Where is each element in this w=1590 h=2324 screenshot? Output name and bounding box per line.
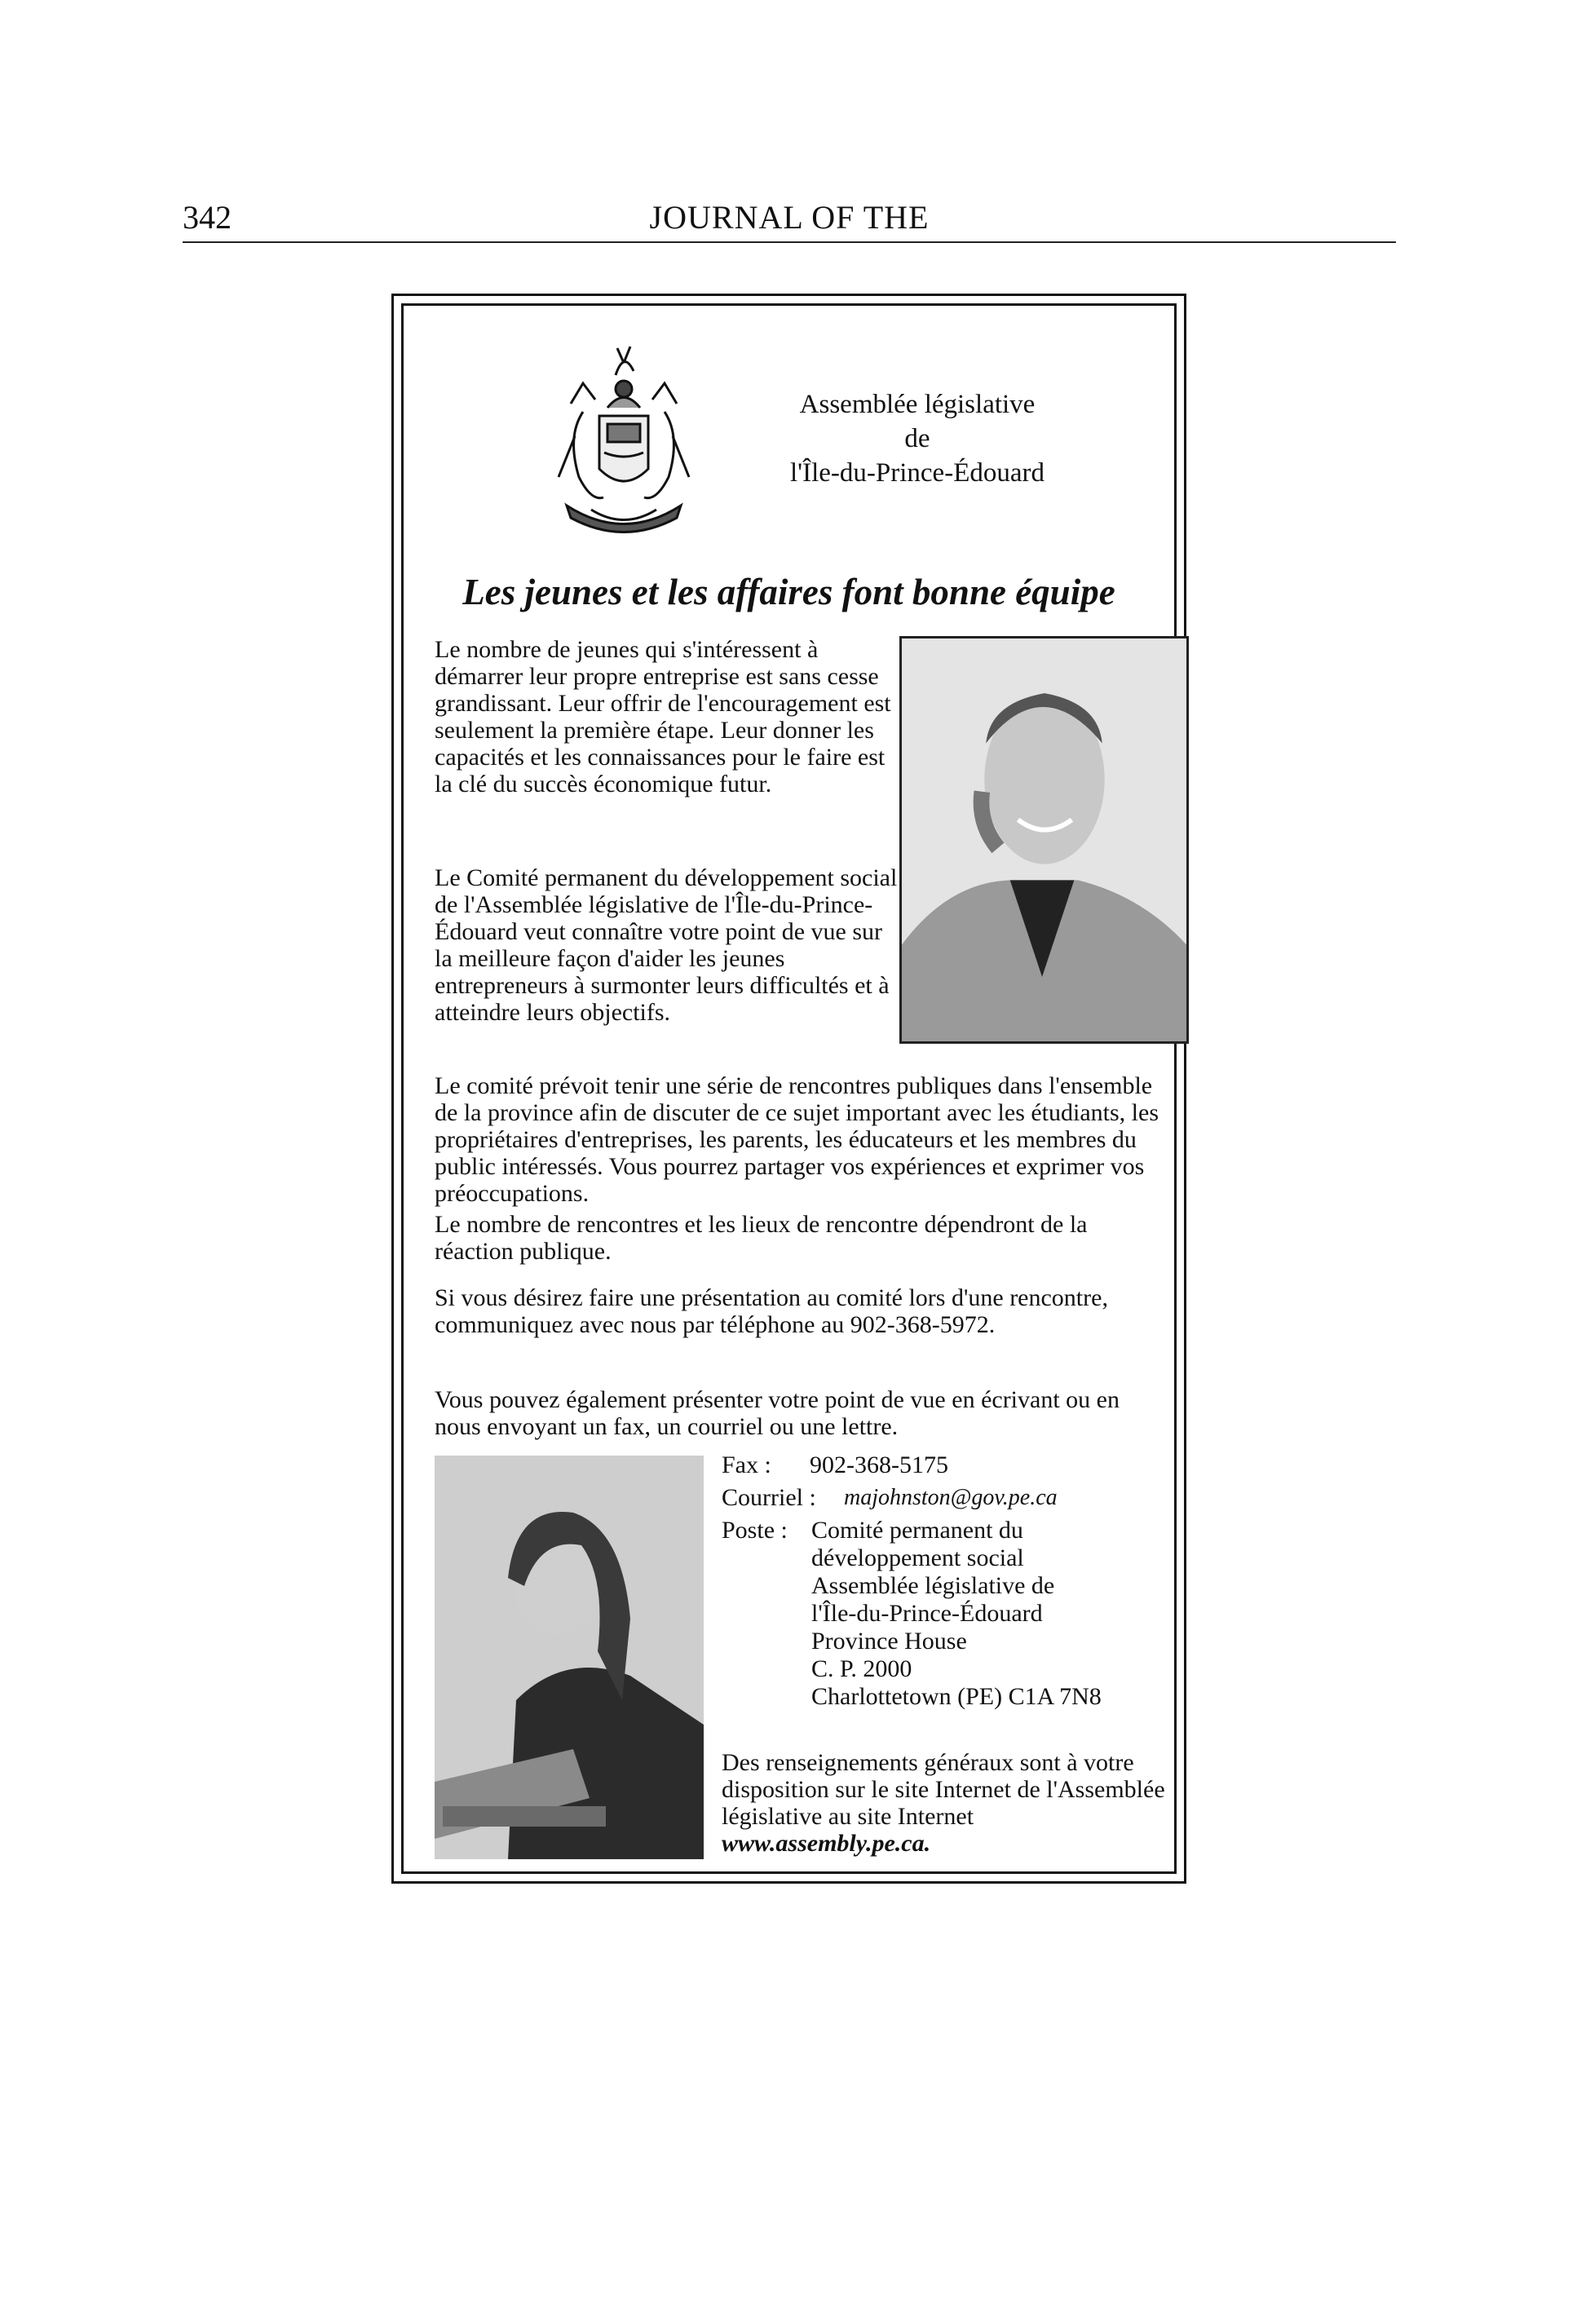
- assembly-name-line: Assemblée législative: [799, 390, 1036, 419]
- paragraph: Vous pouvez également présenter votre point de vue en écrivant ou en nous envoyant un fax, un courriel ou une lettre.: [435, 1386, 1120, 1440]
- post-address: [811, 1517, 1102, 1711]
- photo-young-man-on-phone: [899, 636, 1189, 1044]
- email-label: Courriel :: [722, 1484, 816, 1511]
- paragraph: Le nombre de rencontres et les lieux de rencontre dépendront de la réaction publique.: [435, 1211, 1088, 1265]
- paragraph: Le nombre de jeunes qui s'intéressent à démarrer leur propre entreprise est sans cesse grandissant. Leur offrir de l'encouragement est seulement la première étape. Leur donner les capacités et les connaissances pour le faire est la clé du succès économique futur.: [435, 636, 891, 797]
- assembly-name: [746, 387, 1089, 490]
- page-number: 342: [183, 199, 232, 236]
- paragraph: Le comité prévoit tenir une série de rencontres publiques dans l'ensemble de la province afin de discuter de ce sujet important avec les étudiants, les propriétaires d'entreprises, les parents, les éducateurs et les membres du public intéressés. Vous pourrez partager vos expériences et exprimer vos préoccupations.: [435, 1072, 1159, 1207]
- post-label: Poste :: [722, 1517, 788, 1544]
- paragraph: Le Comité permanent du développement social de l'Assemblée législative de l'Île-du-Prince-Édouard veut connaître votre point de vue sur la meilleure façon d'aider les jeunes entrepreneurs à surmonter leurs difficultés et à atteindre leurs objectifs.: [435, 864, 898, 1026]
- fax-label: Fax :: [722, 1451, 771, 1478]
- email-row: [722, 1484, 1170, 1517]
- website-link[interactable]: www.assembly.pe.ca.: [722, 1830, 931, 1857]
- fax-row: [722, 1451, 1170, 1484]
- post-address-line: Charlottetown (PE) C1A 7N8: [811, 1683, 1102, 1710]
- running-header: [183, 199, 1396, 243]
- info-text: Des renseignements généraux sont à votre disposition sur le site Internet de l'Assemblée législative au site Internet: [722, 1749, 1165, 1830]
- notice-headline: Les jeunes et les affaires font bonne équipe: [462, 572, 1115, 612]
- notice-box: [391, 294, 1186, 1884]
- photo-woman-at-laptop: [435, 1456, 704, 1859]
- contact-details: [722, 1451, 1170, 1729]
- assembly-name-line: de: [904, 424, 930, 453]
- post-address-line: développement social: [811, 1544, 1024, 1571]
- email-address: majohnston@gov.pe.ca: [844, 1485, 1058, 1510]
- post-address-line: Comité permanent du: [811, 1517, 1023, 1544]
- post-address-line: l'Île-du-Prince-Édouard: [811, 1600, 1043, 1627]
- fax-number: 902-368-5175: [810, 1451, 948, 1478]
- post-address-line: Assemblée législative de: [811, 1572, 1055, 1599]
- post-address-line: Province House: [811, 1628, 967, 1655]
- running-title: JOURNAL OF THE: [649, 199, 930, 236]
- notice-inner-frame: [401, 303, 1177, 1874]
- assembly-name-line: l'Île-du-Prince-Édouard: [790, 458, 1045, 488]
- paragraph: Si vous désirez faire une présentation au comité lors d'une rencontre, communiquez avec nous par téléphone au 902-368-5972.: [435, 1284, 1108, 1338]
- info-paragraph: [722, 1749, 1178, 1857]
- post-address-line: C. P. 2000: [811, 1655, 912, 1682]
- post-row: [722, 1517, 1170, 1729]
- coat-of-arms-icon: [534, 338, 713, 534]
